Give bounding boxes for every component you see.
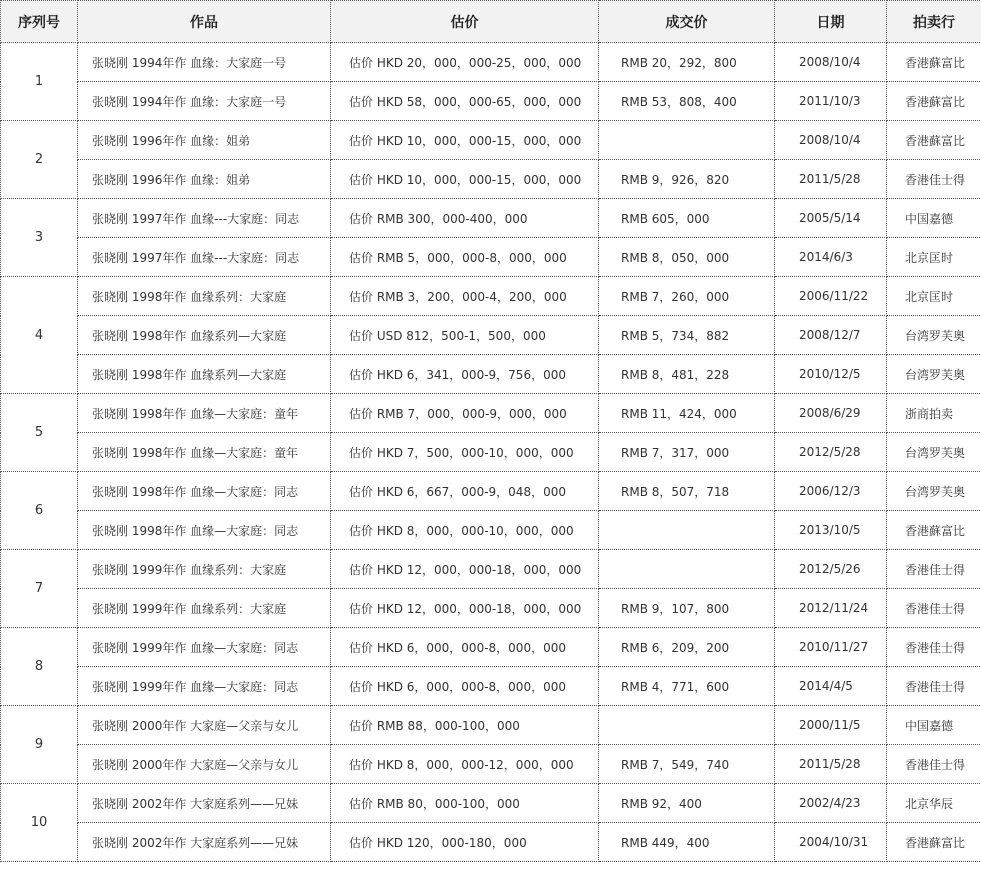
date-cell: 2012/5/28: [775, 433, 887, 472]
artwork-cell: 张晓刚 1999年作 血缘—大家庭：同志: [78, 628, 331, 667]
table-row: [1, 82, 981, 121]
hammer-price-cell: RMB 11，424，000: [599, 394, 775, 433]
auction-house-cell: 香港蘇富比: [887, 43, 981, 82]
estimate-cell: 估价 HKD 6，667，000-9，048，000: [331, 472, 599, 511]
hammer-price-cell: RMB 605，000: [599, 199, 775, 238]
date-cell: 2011/10/3: [775, 82, 887, 121]
auction-house-cell: 香港佳士得: [887, 589, 981, 628]
estimate-cell: 估价 HKD 6，000，000-8，000，000: [331, 667, 599, 706]
estimate-cell: 估价 RMB 80，000-100，000: [331, 784, 599, 823]
estimate-cell: 估价 HKD 8，000，000-12，000，000: [331, 745, 599, 784]
artwork-cell: 张晓刚 1996年作 血缘：姐弟: [78, 121, 331, 160]
date-cell: 2013/10/5: [775, 511, 887, 550]
estimate-cell: 估价 RMB 88，000-100，000: [331, 706, 599, 745]
artwork-cell: 张晓刚 1994年作 血缘：大家庭一号: [78, 43, 331, 82]
table-row: [1, 628, 981, 667]
auction-house-cell: 香港蘇富比: [887, 511, 981, 550]
estimate-cell: 估价 USD 812，500-1，500，000: [331, 316, 599, 355]
date-cell: 2005/5/14: [775, 199, 887, 238]
table-row: [1, 667, 981, 706]
hammer-price-cell: RMB 8，507，718: [599, 472, 775, 511]
artwork-cell: 张晓刚 1998年作 血缘—大家庭：同志: [78, 472, 331, 511]
estimate-cell: 估价 HKD 8，000，000-10，000，000: [331, 511, 599, 550]
hammer-price-cell: [599, 121, 775, 160]
hammer-price-cell: [599, 511, 775, 550]
auction-house-cell: 香港佳士得: [887, 160, 981, 199]
header-date: 日期: [775, 1, 887, 43]
estimate-cell: 估价 HKD 10，000，000-15，000，000: [331, 121, 599, 160]
auction-house-cell: 中国嘉德: [887, 706, 981, 745]
artwork-cell: 张晓刚 1997年作 血缘---大家庭：同志: [78, 238, 331, 277]
artwork-cell: 张晓刚 1998年作 血缘系列—大家庭: [78, 355, 331, 394]
estimate-cell: 估价 HKD 6，000，000-8，000，000: [331, 628, 599, 667]
estimate-cell: 估价 RMB 300，000-400，000: [331, 199, 599, 238]
hammer-price-cell: RMB 9，926，820: [599, 160, 775, 199]
auction-house-cell: 香港佳士得: [887, 550, 981, 589]
date-cell: 2014/6/3: [775, 238, 887, 277]
estimate-cell: 估价 HKD 58，000，000-65，000，000: [331, 82, 599, 121]
hammer-price-cell: RMB 5，734，882: [599, 316, 775, 355]
estimate-cell: 估价 RMB 5，000，000-8，000，000: [331, 238, 599, 277]
serial-number-cell: 3: [1, 199, 78, 277]
hammer-price-cell: RMB 20，292，800: [599, 43, 775, 82]
table-row: [1, 823, 981, 862]
estimate-cell: 估价 HKD 10，000，000-15，000，000: [331, 160, 599, 199]
serial-number-cell: 5: [1, 394, 78, 472]
table-row: [1, 550, 981, 589]
serial-number-cell: 4: [1, 277, 78, 394]
table-row: [1, 511, 981, 550]
auction-house-cell: 浙商拍卖: [887, 394, 981, 433]
date-cell: 2006/11/22: [775, 277, 887, 316]
estimate-cell: 估价 HKD 6，341，000-9，756，000: [331, 355, 599, 394]
serial-number-cell: 1: [1, 43, 78, 121]
table-row: [1, 316, 981, 355]
serial-number-cell: 9: [1, 706, 78, 784]
date-cell: 2004/10/31: [775, 823, 887, 862]
date-cell: 2010/11/27: [775, 628, 887, 667]
artwork-cell: 张晓刚 1997年作 血缘---大家庭：同志: [78, 199, 331, 238]
date-cell: 2006/12/3: [775, 472, 887, 511]
table-row: [1, 277, 981, 316]
hammer-price-cell: RMB 449，400: [599, 823, 775, 862]
date-cell: 2014/4/5: [775, 667, 887, 706]
artwork-cell: 张晓刚 1998年作 血缘—大家庭：童年: [78, 433, 331, 472]
hammer-price-cell: RMB 4，771，600: [599, 667, 775, 706]
auction-house-cell: 北京匡时: [887, 238, 981, 277]
header-artwork: 作品: [78, 1, 331, 43]
table-row: [1, 433, 981, 472]
artwork-cell: 张晓刚 2000年作 大家庭—父亲与女儿: [78, 706, 331, 745]
hammer-price-cell: RMB 8，050，000: [599, 238, 775, 277]
hammer-price-cell: [599, 550, 775, 589]
hammer-price-cell: RMB 7，260，000: [599, 277, 775, 316]
auction-house-cell: 北京华辰: [887, 784, 981, 823]
estimate-cell: 估价 HKD 12，000，000-18，000，000: [331, 589, 599, 628]
artwork-cell: 张晓刚 2002年作 大家庭系列——兄妹: [78, 784, 331, 823]
auction-house-cell: 香港佳士得: [887, 745, 981, 784]
estimate-cell: 估价 HKD 20，000，000-25，000，000: [331, 43, 599, 82]
hammer-price-cell: RMB 7，317，000: [599, 433, 775, 472]
table-body: [1, 43, 981, 862]
header-hammer-price: 成交价: [599, 1, 775, 43]
serial-number-cell: 2: [1, 121, 78, 199]
table-row: [1, 238, 981, 277]
header-serial-number: 序列号: [1, 1, 78, 43]
date-cell: 2012/11/24: [775, 589, 887, 628]
auction-house-cell: 台湾罗芙奥: [887, 316, 981, 355]
hammer-price-cell: RMB 92，400: [599, 784, 775, 823]
hammer-price-cell: RMB 9，107，800: [599, 589, 775, 628]
date-cell: 2008/10/4: [775, 43, 887, 82]
date-cell: 2010/12/5: [775, 355, 887, 394]
table-row: [1, 394, 981, 433]
auction-house-cell: 香港蘇富比: [887, 823, 981, 862]
table-row: [1, 43, 981, 82]
hammer-price-cell: RMB 8，481，228: [599, 355, 775, 394]
auction-house-cell: 香港佳士得: [887, 628, 981, 667]
table-row: [1, 355, 981, 394]
auction-house-cell: 香港佳士得: [887, 667, 981, 706]
hammer-price-cell: RMB 6，209，200: [599, 628, 775, 667]
artwork-cell: 张晓刚 1998年作 血缘系列：大家庭: [78, 277, 331, 316]
header-estimate: 估价: [331, 1, 599, 43]
table-header-row: [1, 1, 981, 43]
table-row: [1, 745, 981, 784]
table-row: [1, 472, 981, 511]
estimate-cell: 估价 HKD 120，000-180，000: [331, 823, 599, 862]
artwork-cell: 张晓刚 1999年作 血缘系列：大家庭: [78, 589, 331, 628]
serial-number-cell: 6: [1, 472, 78, 550]
date-cell: 2011/5/28: [775, 745, 887, 784]
auction-house-cell: 台湾罗芙奥: [887, 355, 981, 394]
auction-house-cell: 台湾罗芙奥: [887, 472, 981, 511]
date-cell: 2000/11/5: [775, 706, 887, 745]
auction-house-cell: 台湾罗芙奥: [887, 433, 981, 472]
table-row: [1, 199, 981, 238]
serial-number-cell: 8: [1, 628, 78, 706]
date-cell: 2011/5/28: [775, 160, 887, 199]
artwork-cell: 张晓刚 1998年作 血缘—大家庭：童年: [78, 394, 331, 433]
artwork-cell: 张晓刚 1994年作 血缘：大家庭一号: [78, 82, 331, 121]
artwork-cell: 张晓刚 2002年作 大家庭系列——兄妹: [78, 823, 331, 862]
date-cell: 2008/10/4: [775, 121, 887, 160]
date-cell: 2002/4/23: [775, 784, 887, 823]
auction-house-cell: 香港蘇富比: [887, 82, 981, 121]
estimate-cell: 估价 HKD 7，500，000-10，000，000: [331, 433, 599, 472]
hammer-price-cell: RMB 7，549，740: [599, 745, 775, 784]
auction-house-cell: 中国嘉德: [887, 199, 981, 238]
table-row: [1, 784, 981, 823]
estimate-cell: 估价 HKD 12，000，000-18，000，000: [331, 550, 599, 589]
header-auction-house: 拍卖行: [887, 1, 981, 43]
auction-house-cell: 北京匡时: [887, 277, 981, 316]
artwork-cell: 张晓刚 1999年作 血缘系列：大家庭: [78, 550, 331, 589]
hammer-price-cell: RMB 53，808，400: [599, 82, 775, 121]
serial-number-cell: 7: [1, 550, 78, 628]
date-cell: 2008/12/7: [775, 316, 887, 355]
auction-house-cell: 香港蘇富比: [887, 121, 981, 160]
artwork-cell: 张晓刚 1996年作 血缘：姐弟: [78, 160, 331, 199]
date-cell: 2008/6/29: [775, 394, 887, 433]
artwork-cell: 张晓刚 1999年作 血缘—大家庭：同志: [78, 667, 331, 706]
table-row: [1, 121, 981, 160]
date-cell: 2012/5/26: [775, 550, 887, 589]
table-row: [1, 589, 981, 628]
table-row: [1, 706, 981, 745]
artwork-cell: 张晓刚 2000年作 大家庭—父亲与女儿: [78, 745, 331, 784]
table-row: [1, 160, 981, 199]
estimate-cell: 估价 RMB 3，200，000-4，200，000: [331, 277, 599, 316]
artwork-cell: 张晓刚 1998年作 血缘—大家庭：同志: [78, 511, 331, 550]
serial-number-cell: 10: [1, 784, 78, 862]
hammer-price-cell: [599, 706, 775, 745]
artwork-cell: 张晓刚 1998年作 血缘系列—大家庭: [78, 316, 331, 355]
estimate-cell: 估价 RMB 7，000，000-9，000，000: [331, 394, 599, 433]
